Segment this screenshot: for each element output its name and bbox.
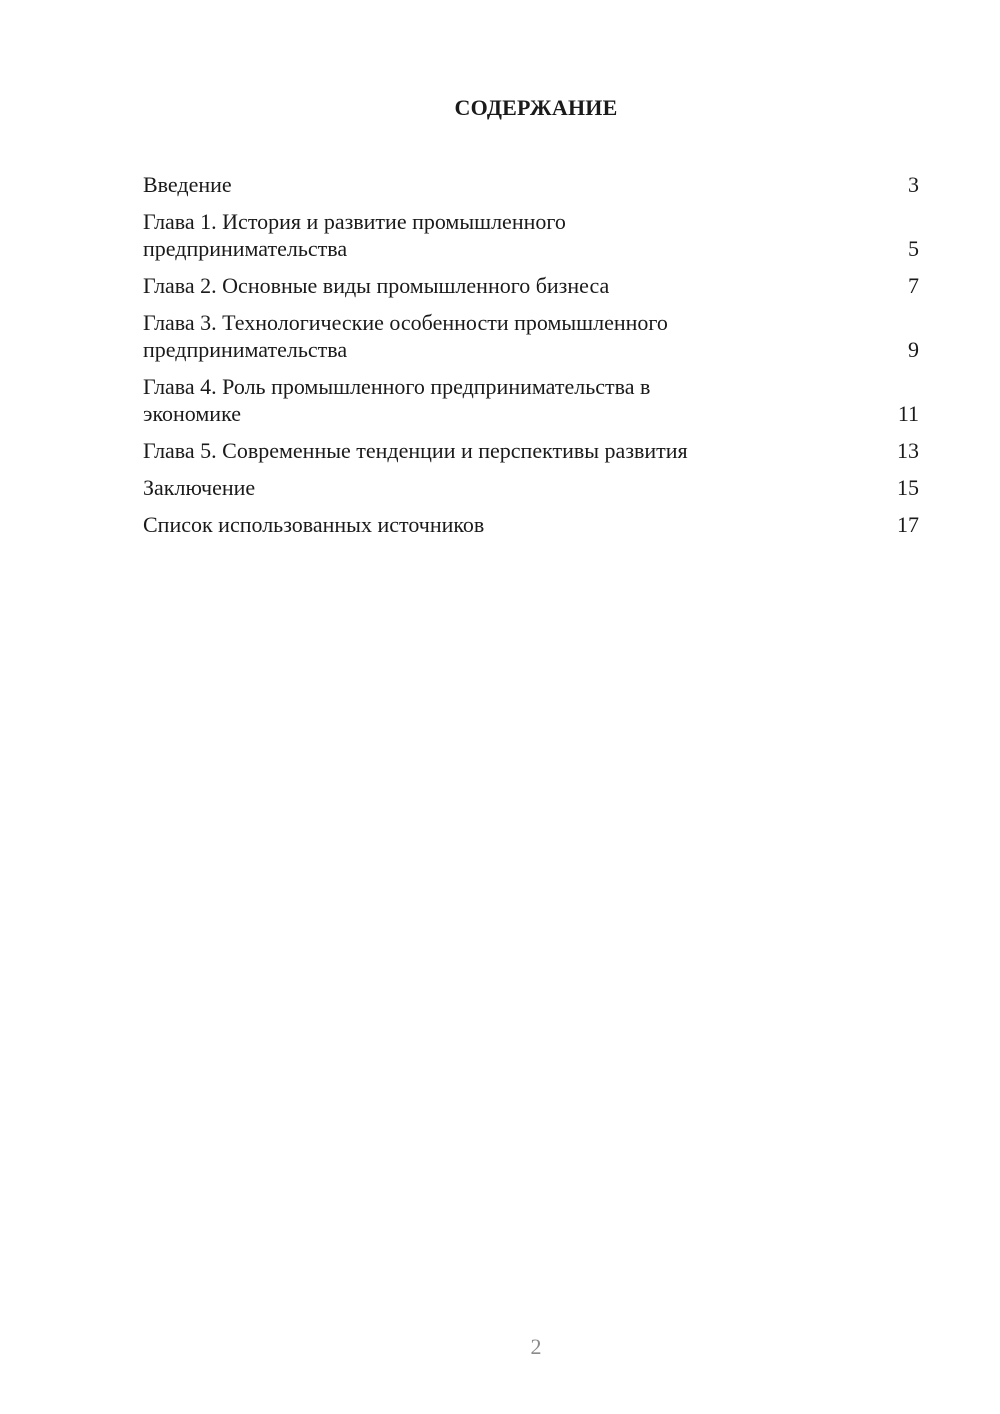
toc-entry-title: Заключение xyxy=(143,475,256,500)
toc-entry-chapter-4[interactable] xyxy=(143,373,919,427)
toc-entry-page-number: 17 xyxy=(897,512,919,537)
toc-entry-title: Глава 1. История и развитие промышленного предпринимательства xyxy=(143,209,566,261)
toc-entry-page-number: 9 xyxy=(908,337,919,362)
toc-entry-chapter-3[interactable] xyxy=(143,309,919,363)
page-footer-number: 2 xyxy=(530,1334,542,1359)
toc-entry-conclusion[interactable] xyxy=(143,474,919,501)
toc-entry-page-number: 3 xyxy=(908,172,919,197)
toc-entry-introduction[interactable] xyxy=(143,171,919,198)
toc-entry-page-number: 15 xyxy=(897,475,919,500)
toc-entry-title: Глава 5. Современные тенденции и перспективы развития xyxy=(143,438,688,463)
toc-entry-title: Глава 4. Роль промышленного предпринимательства в экономике xyxy=(143,374,651,426)
toc-entry-page-number: 13 xyxy=(897,438,919,463)
toc-entry-chapter-5[interactable] xyxy=(143,437,919,464)
toc-entry-title: Список использованных источников xyxy=(143,512,485,537)
toc-entry-chapter-1[interactable] xyxy=(143,208,919,262)
page-title: СОДЕРЖАНИЕ xyxy=(454,95,618,120)
toc-entry-page-number: 5 xyxy=(908,236,919,261)
toc-entry-title: Глава 2. Основные виды промышленного бизнеса xyxy=(143,273,610,298)
toc-entry-chapter-2[interactable] xyxy=(143,272,919,299)
toc-entry-title: Введение xyxy=(143,172,232,197)
toc-entry-title: Глава 3. Технологические особенности промышленного предпринимательства xyxy=(143,310,668,362)
table-of-contents xyxy=(143,171,919,548)
toc-entry-references[interactable] xyxy=(143,511,919,538)
toc-entry-page-number: 7 xyxy=(908,273,919,298)
toc-entry-page-number: 11 xyxy=(897,401,919,426)
